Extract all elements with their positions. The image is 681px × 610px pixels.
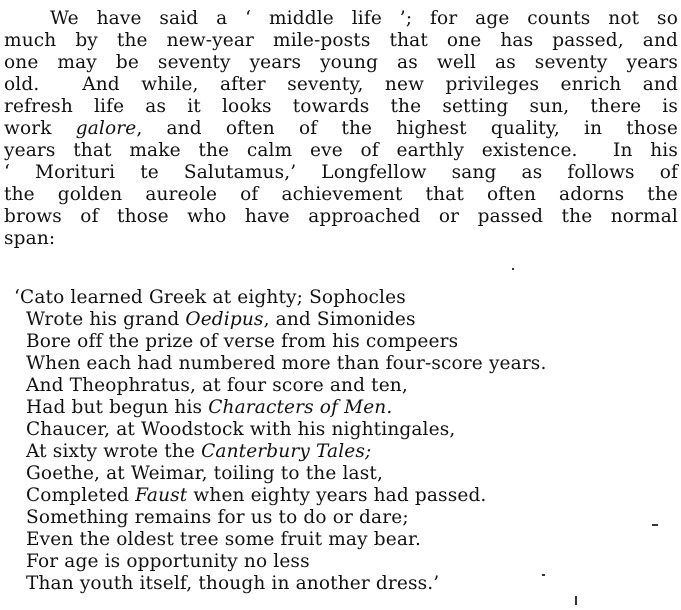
text-run: Than youth itself, though in another dress.’ [26,573,440,594]
text-run: For age is opportunity no less [26,551,310,572]
text-run: refresh life as it looks towards the setting sun, there is [4,96,678,117]
prose-line [4,228,678,250]
text-run: Something remains for us to do or dare; [26,507,409,528]
verse-line [26,507,409,529]
verse-line [26,419,455,441]
text-run: Bore off the prize of verse from his compeers [26,331,459,352]
verse-line [26,485,486,507]
prose-line [4,162,678,184]
text-run: Had but begun his [26,397,209,418]
prose-line [4,74,678,96]
text-run: the golden aureole of achievement that often adorns the [4,184,678,205]
italic-title: Characters of Men. [208,397,393,418]
text-run: , and often of the highest quality, in those [136,118,678,139]
text-run: , and Simonides [263,309,416,330]
text-run: Completed [26,485,136,506]
verse-line [26,353,547,375]
text-run: when eighty years had passed. [187,485,487,506]
prose-line [4,184,678,206]
text-run: one may be seventy years young as well as seventy years [4,52,678,73]
text-run: When each had numbered more than four-score years. [26,353,547,374]
italic-title: Canterbury Tales; [201,441,372,462]
text-run: ‘Cato learned Greek at eighty; Sophocles [14,287,406,308]
verse-line [26,331,458,353]
text-run: ‘ Morituri te Salutamus,’ Longfellow sang as follows of [4,162,678,183]
prose-line [4,52,678,74]
text-run: At sixty wrote the [26,441,202,462]
prose-line [4,96,678,118]
text-run: Goethe, at Weimar, toiling to the last, [26,463,383,484]
prose-line [50,8,678,30]
text-run: old. And while, after seventy, new privileges enrich and [4,74,678,95]
prose-line [4,140,678,162]
verse-line [26,441,371,463]
verse-line [26,529,421,551]
ink-speck [652,524,658,526]
text-run: We have said a ‘ middle life ’; for age counts not so [50,8,678,29]
prose-line [4,30,678,52]
prose-line [4,118,678,140]
italic-title: galore [75,118,137,139]
text-run: And Theophratus, at four score and ten, [26,375,408,396]
text-run: span: [4,228,56,249]
verse-line [14,287,406,309]
ink-speck [575,596,577,605]
verse-line [26,463,383,485]
verse-line [26,375,408,397]
text-run: much by the new-year mile-posts that one has passed, and [4,30,678,51]
text-run: years that make the calm eve of earthly existence. In his [4,140,678,161]
verse-line [26,397,392,419]
text-run: Even the oldest tree some fruit may bear. [26,529,421,550]
text-run: Wrote his grand [26,309,186,330]
ink-speck [542,574,545,576]
verse-line [26,573,439,595]
ink-speck [512,268,514,270]
verse-line [26,551,310,573]
italic-title: Faust [135,485,188,506]
text-run: Chaucer, at Woodstock with his nightingales, [26,419,456,440]
text-run: brows of those who have approached or passed the normal [4,206,678,227]
italic-title: Oedipus [185,309,264,330]
prose-line [4,206,678,228]
text-run: work [4,118,76,139]
verse-line [26,309,416,331]
